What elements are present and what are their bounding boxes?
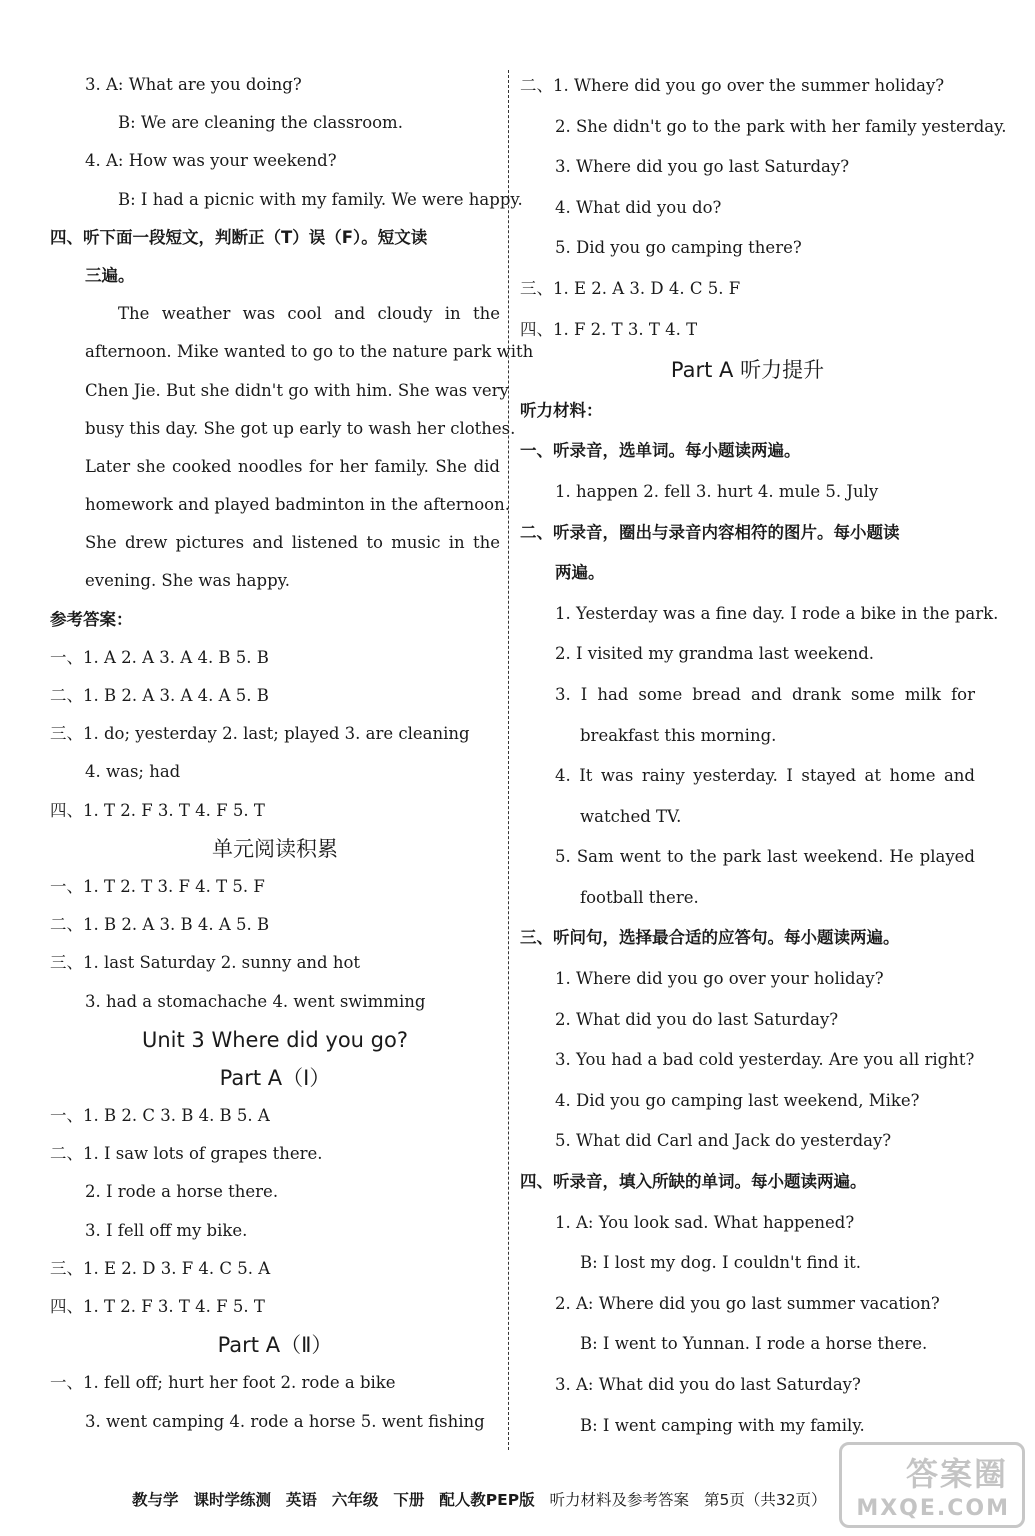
left-column [50, 66, 534, 1441]
answer-line: 4. was; had [85, 762, 181, 782]
answer-line: 一、1. B 2. C 3. B 4. B 5. A [50, 1106, 270, 1126]
answer-line: 3. had a stomachache 4. went swimming [85, 991, 426, 1011]
section-heading: 四、听下面一段短文，判断正（T）误（F）。短文读 [50, 227, 428, 247]
watermark-url: MXQE.COM [856, 1496, 1010, 1521]
footer-brand: 教与学 [132, 1491, 179, 1509]
text-line: 4. A: How was your weekend? [85, 151, 337, 171]
passage-line: She drew pictures and listened to music in the [85, 533, 500, 553]
answer-line: 二、1. Where did you go over the summer holiday? [520, 76, 945, 95]
footer-desc: 听力材料及参考答案 [549, 1491, 690, 1509]
section-heading: 一、听录音，选单词。每小题读两遍。 [520, 441, 801, 461]
text-line: B: I had a picnic with my family. We were happy. [118, 189, 523, 209]
page-number: 第5页（共32页） [703, 1491, 827, 1509]
passage-line: evening. She was happy. [85, 571, 291, 591]
answer-line: 3. Where did you go last Saturday? [555, 157, 850, 177]
text-line: B: I lost my dog. I couldn't find it. [580, 1253, 862, 1273]
section-heading: 三遍。 [85, 265, 135, 285]
answer-line: 3. went camping 4. rode a horse 5. went fishing [85, 1411, 485, 1431]
text-line: 2. I visited my grandma last weekend. [555, 644, 875, 664]
text-line: watched TV. [580, 806, 682, 826]
section-heading: 四、听录音，填入所缺的单词。每小题读两遍。 [520, 1172, 867, 1192]
section-title: 单元阅读积累 [212, 836, 338, 861]
answer-line: 三、1. E 2. A 3. D 4. C 5. F [520, 278, 741, 298]
column-divider [508, 70, 509, 1450]
answer-line: 四、1. T 2. F 3. T 4. F 5. T [50, 800, 265, 820]
footer-subject: 英语 [285, 1491, 317, 1509]
answer-line: 三、1. last Saturday 2. sunny and hot [50, 953, 361, 973]
answer-line: 2. I rode a horse there. [85, 1182, 279, 1202]
text-line: 4. Did you go camping last weekend, Mike? [555, 1090, 920, 1110]
passage-line: Chen Jie. But she didn't go with him. She was very [85, 380, 509, 400]
watermark-title: 答案圈 [905, 1455, 1008, 1493]
text-line: B: I went to Yunnan. I rode a horse there. [580, 1334, 928, 1354]
section-title: Part A 听力提升 [670, 358, 825, 383]
answer-line: 三、1. E 2. D 3. F 4. C 5. A [50, 1258, 271, 1278]
passage-line: afternoon. Mike wanted to go to the nature park with [85, 342, 534, 362]
answers-label: 参考答案： [50, 609, 133, 629]
passage-line: busy this day. She got up early to wash her clothes. [85, 418, 516, 438]
text-line: 2. What did you do last Saturday? [555, 1009, 839, 1029]
section-title: Part A（Ⅱ） [217, 1333, 333, 1358]
section-title: Part A（Ⅰ） [219, 1065, 331, 1090]
text-line: football there. [580, 887, 699, 907]
text-line: 3. A: What are you doing? [85, 75, 302, 94]
answer-line: 四、1. T 2. F 3. T 4. F 5. T [50, 1297, 265, 1316]
page-footer [132, 1486, 837, 1514]
passage-line: homework and played badminton in the afternoon. [85, 495, 510, 515]
text-line: 1. Where did you go over your holiday? [555, 969, 884, 989]
passage-line: Later she cooked noodles for her family. She did [85, 456, 500, 476]
answer-line: 5. Did you go camping there? [555, 238, 802, 258]
answer-line: 2. She didn't go to the park with her family yesterday. [555, 116, 1007, 136]
text-line: B: We are cleaning the classroom. [118, 113, 403, 133]
answer-line: 一、1. fell off; hurt her foot 2. rode a bike [50, 1373, 396, 1393]
section-heading: 二、听录音，圈出与录音内容相符的图片。每小题读 [520, 522, 900, 542]
watermark-logo [839, 1442, 1025, 1528]
footer-edition: 配人教PEP版 [439, 1491, 535, 1509]
text-line: breakfast this morning. [580, 725, 777, 745]
footer-grade: 六年级 [331, 1491, 379, 1509]
answer-line: 三、1. do; yesterday 2. last; played 3. are cleaning [50, 724, 470, 744]
section-heading: 两遍。 [555, 563, 605, 583]
text-line: 1. A: You look sad. What happened? [555, 1212, 855, 1232]
text-line: 5. Sam went to the park last weekend. He played [555, 847, 975, 867]
answer-line: 四、1. F 2. T 3. T 4. T [520, 319, 698, 339]
text-line: 3. You had a bad cold yesterday. Are you all right? [555, 1050, 975, 1070]
text-line: 4. It was rainy yesterday. I stayed at home and [555, 766, 975, 786]
unit-title: Unit 3 Where did you go? [142, 1027, 408, 1052]
answer-line: 4. What did you do? [555, 197, 722, 217]
text-line: 3. A: What did you do last Saturday? [555, 1375, 861, 1394]
materials-label: 听力材料： [520, 400, 603, 420]
text-line: 1. Yesterday was a fine day. I rode a bike in the park. [555, 603, 999, 623]
answer-line: 二、1. I saw lots of grapes there. [50, 1144, 323, 1164]
answer-line: 3. I fell off my bike. [85, 1220, 248, 1240]
answer-line: 二、1. B 2. A 3. A 4. A 5. B [50, 686, 269, 705]
answer-line: 一、1. A 2. A 3. A 4. B 5. B [50, 647, 269, 667]
footer-volume: 下册 [393, 1491, 425, 1509]
text-line: 3. I had some bread and drank some milk for [555, 684, 975, 704]
section-heading: 三、听问句，选择最合适的应答句。每小题读两遍。 [520, 928, 900, 948]
answer-line: 二、1. B 2. A 3. B 4. A 5. B [50, 915, 270, 935]
answer-line: 一、1. T 2. T 3. F 4. T 5. F [50, 876, 265, 896]
footer-series: 课时学练测 [193, 1491, 271, 1509]
text-line: 2. A: Where did you go last summer vacation? [555, 1293, 940, 1313]
right-column [520, 66, 1007, 1446]
text-line: B: I went camping with my family. [580, 1415, 865, 1435]
passage-line: The weather was cool and cloudy in the [118, 304, 500, 324]
text-line: 1. happen 2. fell 3. hurt 4. mule 5. July [555, 481, 879, 501]
text-line: 5. What did Carl and Jack do yesterday? [555, 1131, 892, 1151]
